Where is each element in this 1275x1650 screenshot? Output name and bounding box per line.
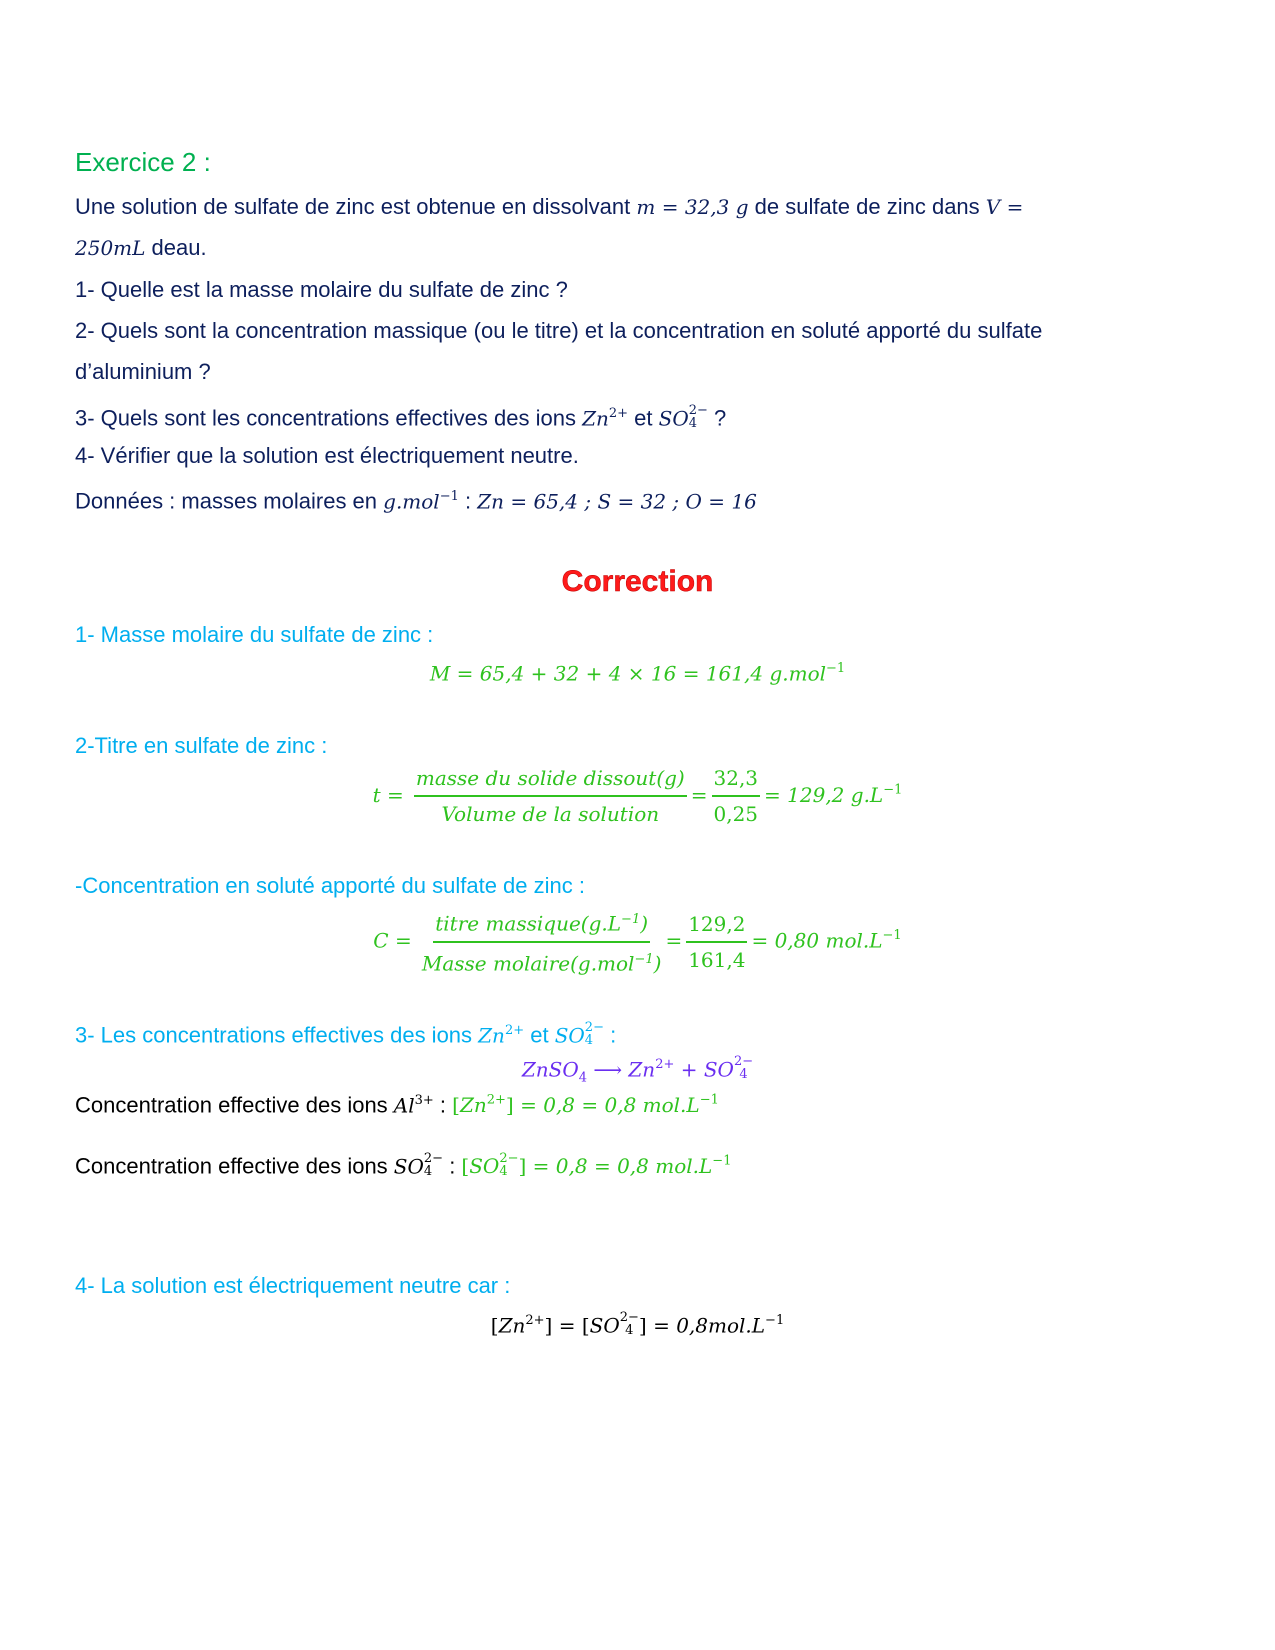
- so4-concentration-value: [SO 2− 4 ] = 0,8 = 0,8 $mol.L^{-1}$: [461, 1150, 732, 1179]
- subscript: 4: [739, 1066, 748, 1082]
- question-2: 2- Quels sont la concentration massique (ou le titre) et la concentration en soluté apporté du sulfate: [75, 318, 1043, 343]
- subscript: 4: [625, 1322, 634, 1338]
- text: ?: [707, 405, 727, 431]
- section-4-title: 4- La solution est électriquement neutre car :: [75, 1273, 511, 1298]
- lhs: C =: [373, 928, 412, 953]
- charge: 2−: [733, 1053, 754, 1069]
- section-3-title: 3- Les concentrations effectives des ions $Zn^{2+}$ et SO 2− 4 :: [75, 1019, 617, 1048]
- charge: 2−: [584, 1019, 604, 1035]
- subscript: 4: [423, 1163, 433, 1179]
- fraction: [414, 764, 687, 828]
- ion: SO: [554, 1023, 585, 1048]
- exponent: −1: [621, 912, 641, 927]
- result: = 0,80 mol.L: [751, 928, 883, 953]
- subsup: [620, 1311, 639, 1337]
- ion: Zn: [628, 1057, 656, 1082]
- question-2-cont: d’aluminium ?: [75, 359, 211, 384]
- molar-masses: Zn = 65,4 ; S = 32 ; O = 16: [477, 489, 757, 514]
- text: Données : masses molaires en: [75, 488, 384, 514]
- charge: 2−: [423, 1150, 444, 1166]
- denominator: Masse molaire(g.mol$^{-1}$): [421, 951, 662, 976]
- exponent: −1: [765, 1313, 785, 1328]
- charge: 3+: [414, 1093, 434, 1108]
- subsup: [734, 1055, 753, 1081]
- text: Concentration effective des ions: [75, 1153, 394, 1179]
- charge: 2−: [499, 1150, 519, 1166]
- numerator: 129,2: [686, 910, 747, 943]
- subsup: [424, 1152, 443, 1178]
- exponent: −1: [634, 951, 654, 967]
- exponent: −1: [883, 782, 903, 798]
- neutrality-equation: $[Zn^{2+}] = [SO$ 2− 4 ] = $0,8mol.L^{-1}$: [490, 1309, 785, 1338]
- titre-equation: t = $\frac{\text{masse du solide dissout(g)}}{\text{Volume de la solution}}$ = $\frac{32,3}{0,25}$ = 129,2 $g.L^{-1}$: [372, 766, 903, 826]
- charge: 2+: [525, 1313, 545, 1328]
- exponent: −1: [439, 489, 459, 504]
- denominator: 161,4: [688, 947, 746, 972]
- text: deau.: [145, 235, 207, 260]
- text: :: [458, 488, 478, 514]
- section-2-title: 2-Titre en sulfate de zinc :: [75, 733, 328, 758]
- molar-mass-equation: [0, 655, 1275, 687]
- reactant: ZnSO: [521, 1057, 579, 1082]
- exponent: −1: [699, 1093, 719, 1108]
- subscript: 4: [688, 415, 698, 431]
- ion: SO: [703, 1057, 734, 1082]
- subscript: 4: [584, 1032, 594, 1048]
- charge: 2+: [504, 1023, 525, 1038]
- ion: Zn: [478, 1023, 505, 1048]
- charge: 2+: [608, 406, 629, 421]
- exercise-title: Exercice 2 :: [75, 147, 211, 177]
- subscript: 4: [499, 1163, 508, 1179]
- charge: 2+: [655, 1057, 675, 1072]
- volume-value: 250mL: [75, 236, 146, 260]
- concentration-equation: C = $\frac{titre massique(g.L^{-1})}{Masse molaire(g.mol^{-1})}$ = $\frac{129,2}{161,4}$ = 0,80 $mol.L^{-1}$: [0, 906, 1275, 977]
- numerator: titre $massique(g.L^{-1})$: [433, 906, 650, 943]
- charge: 2+: [486, 1093, 506, 1108]
- value: = 0,8mol.L: [646, 1313, 766, 1338]
- subsup: [585, 1021, 604, 1047]
- charge: 2−: [619, 1309, 639, 1325]
- statement-line-2: [75, 234, 207, 262]
- ion: SO: [469, 1154, 500, 1179]
- correction-heading: Correction: [561, 565, 714, 598]
- text: Masse molaire(g.mol: [421, 951, 635, 976]
- zn-concentration-line: Concentration effective des ions $Al^{3+}$ : $[Zn^{2+}] = 0,8 = 0,8$ $mol.L^{-1}$: [75, 1092, 719, 1118]
- denominator: Volume de la solution: [441, 802, 660, 826]
- value: = 0,8 = 0,8 mol.L: [526, 1154, 713, 1179]
- subscript: 4: [578, 1070, 588, 1086]
- section-1-title: 1- Masse molaire du sulfate de zinc :: [75, 622, 434, 647]
- section-2b-title: -Concentration en soluté apporté du sulfate de zinc :: [75, 873, 585, 898]
- ion: SO: [589, 1313, 620, 1338]
- question-1: 1- Quelle est la masse molaire du sulfate de zinc ?: [75, 277, 568, 302]
- ion: SO: [658, 406, 689, 431]
- text: 3- Les concentrations effectives des ions: [75, 1022, 479, 1048]
- result: = 129,2 g.L: [764, 782, 884, 807]
- mass-value: m = 32,3 g: [636, 195, 749, 219]
- text: Concentration effective des ions: [75, 1092, 394, 1118]
- ion: Al: [393, 1093, 415, 1118]
- statement-line-1: [75, 193, 1023, 221]
- dissolution-reaction: ZnSO$_4$ ⟶ $Zn^{2+}$ + SO 2− 4: [521, 1053, 754, 1086]
- exponent: −1: [712, 1154, 732, 1169]
- text: titre massique(g.L: [435, 911, 622, 936]
- ion: SO: [393, 1154, 424, 1179]
- ion: Zn: [498, 1313, 526, 1338]
- fraction: [686, 910, 747, 974]
- numerator: masse du solide dissout(g): [414, 764, 687, 797]
- text: 3- Quels sont les concentrations effectives des ions: [75, 405, 583, 431]
- charge: 2−: [688, 402, 708, 418]
- subsup: [499, 1152, 518, 1178]
- text: Une solution de sulfate de zinc est obtenue en dissolvant: [75, 194, 637, 219]
- numerator: 32,3: [712, 764, 761, 797]
- fraction: [712, 764, 761, 828]
- text: et: [628, 405, 659, 431]
- value: = 0,8 = 0,8 mol.L: [513, 1093, 700, 1118]
- subsup: [689, 404, 708, 430]
- text: et: [524, 1022, 555, 1048]
- question-3: [75, 400, 726, 432]
- zn-concentration-value: $[Zn^{2+}] = 0,8 = 0,8$ $mol.L^{-1}$: [452, 1093, 719, 1118]
- question-4: 4- Vérifier que la solution est électriquement neutre.: [75, 443, 579, 468]
- exponent: −1: [826, 661, 846, 676]
- exponent: −1: [882, 928, 902, 944]
- ion: Zn: [459, 1093, 487, 1118]
- data-line: [75, 483, 757, 515]
- volume-symbol: V =: [985, 195, 1024, 219]
- equation: M = 65,4 + 32 + 4 × 16 = 161,4 g.mol: [429, 661, 826, 686]
- lhs: t =: [372, 782, 404, 807]
- text: de sulfate de zinc dans: [748, 194, 986, 219]
- so4-concentration-line: Concentration effective des ions SO 2− 4 : [SO 2− 4 ] = 0,8 = 0,8 $mol.L^{-1}$: [75, 1150, 732, 1179]
- denominator: 0,25: [713, 802, 759, 826]
- ion: Zn: [582, 406, 609, 431]
- fraction: [422, 906, 662, 977]
- unit: g.mol: [383, 489, 440, 514]
